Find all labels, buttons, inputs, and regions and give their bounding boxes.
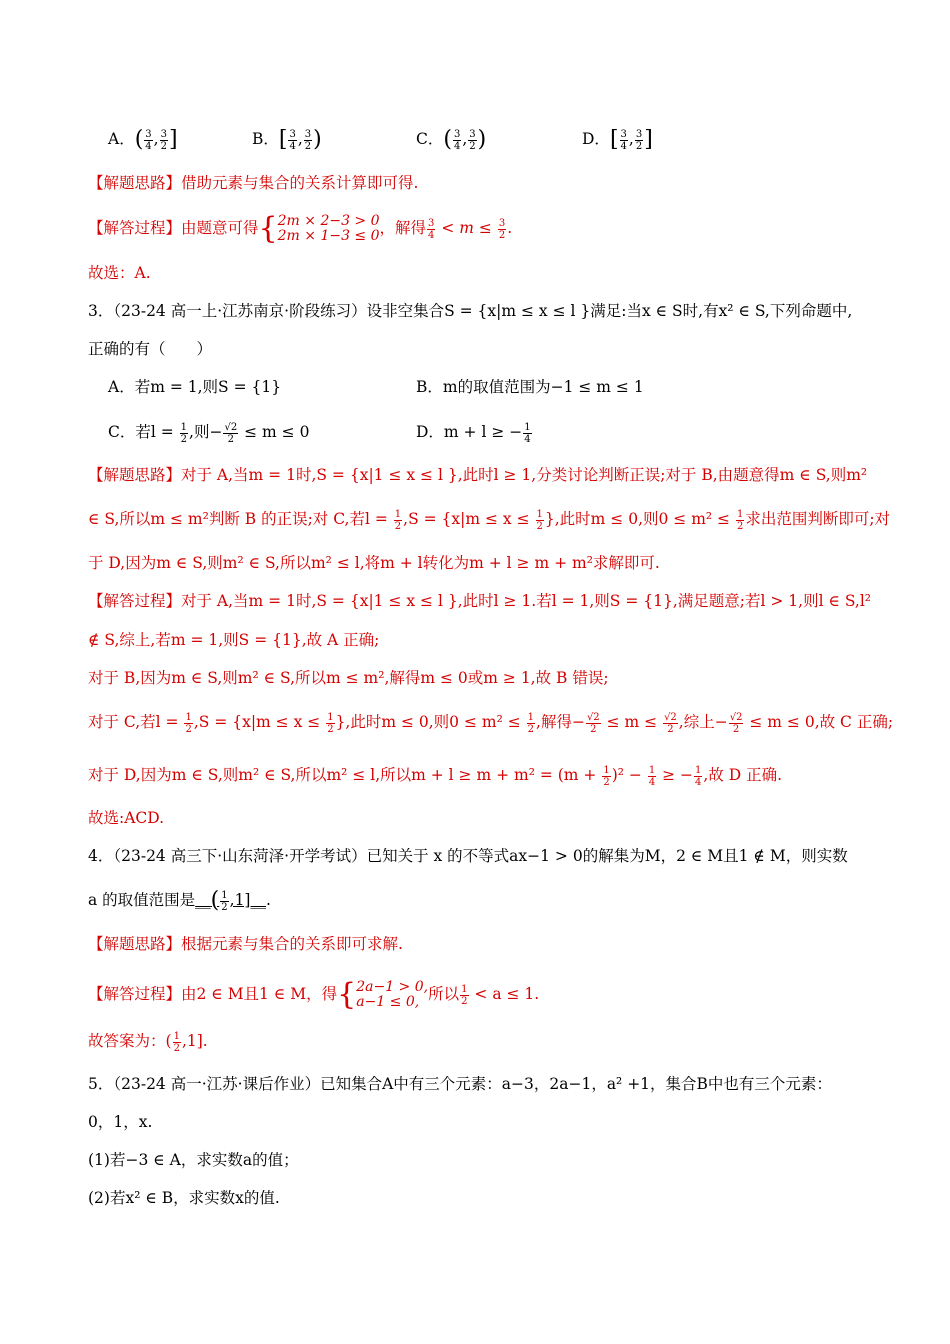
q3-process-line2: ∉ S,综上,若m = 1,则S = {1},故 A 正确; [88,631,380,649]
q3-idea-line3: 于 D,因为m ∈ S,则m² ∈ S,所以m² ≤ l,将m + l转化为m + l ≥ m + m²求解即可. [88,554,660,572]
q4-answer-blank: __( $\frac{1}{2}$ ,1]__ [195,888,266,913]
q2-answer: 故选：A. [88,264,151,282]
q3-option-b[interactable]: B．m的取值范围为−1 ≤ m ≤ 1 [416,378,644,396]
q3-process-line1: 【解答过程】对于 A,当m = 1时,S = {x|1 ≤ x ≤ l },此时l ≥ 1.若l = 1,则S = {1},满足题意;若l > 1,则l ∈ S,l² [88,592,872,610]
q3-idea-line1: 【解题思路】对于 A,当m = 1时,S = {x|1 ≤ x ≤ l },此时l ≥ 1,分类讨论判断正误;对于 B,由题意得m ∈ S,则m² [88,466,868,484]
q3-stem-line1: 3．（23-24 高一上·江苏南京·阶段练习）设非空集合S = {x|m ≤ x ≤ l }满足:当x ∈ S时,有x² ∈ S,下列命题中, [88,302,853,320]
q2-option-b[interactable]: B．[ $\frac{3}{4}$ , $\frac{3}{2}$ ) [252,127,322,152]
q3-process-line3: 对于 B,因为m ∈ S,则m² ∈ S,所以m ≤ m²,解得m ≤ 0或m ≥ 1,故 B 错误; [88,669,609,687]
q3-option-c[interactable]: C．若l = $\frac{1}{2}$ ,则− $\frac{√2}{2}$ ≤ m ≤ 0 [108,421,310,445]
q2-process: 【解答过程】由题意可得{ 2m × 2−3 > 0 2m × 1−3 ≤ 0 ，解得 $\frac{3}{4}$ < m ≤ $\frac{3}{2}$ . [88,211,513,246]
q3-option-d[interactable]: D．m + l ≥ − $\frac{1}{4}$ [416,421,531,445]
q3-answer: 故选:ACD. [88,809,165,827]
q4-stem-line1: 4．（23-24 高三下·山东菏泽·开学考试）已知关于 x 的不等式ax−1 > 0的解集为M，2 ∈ M且1 ∉ M，则实数 [88,847,848,865]
q2-idea: 【解题思路】借助元素与集合的关系计算即可得. [88,174,419,192]
q3-idea-line2: ∈ S,所以m ≤ m²判断 B 的正误;对 C,若l = $\frac{1}{2}$ ,S = {x|m ≤ x ≤ $\frac{1}{2}$ },此时m ≤ 0,则0 ≤ m² ≤ $\frac{1}{2}$ 求出范围判断即可;对 [88,508,891,532]
q2-option-c[interactable]: C．( $\frac{3}{4}$ , $\frac{3}{2}$ ) [416,127,487,152]
q3-option-a[interactable]: A．若m = 1,则S = {1} [108,378,282,396]
q4-process: 【解答过程】由2 ∈ M且1 ∈ M，得{ 2a−1 > 0, a−1 ≤ 0, 所以 $\frac{1}{2}$ < a ≤ 1. [88,977,540,1012]
q3-stem-line2: 正确的有（ ） [88,340,213,358]
q2-option-a[interactable]: A．( $\frac{3}{4}$ , $\frac{3}{2}$ ] [108,127,178,152]
q5-part2: (2)若x² ∈ B，求实数x的值. [88,1189,280,1207]
q4-idea: 【解题思路】根据元素与集合的关系即可求解. [88,935,403,953]
q5-stem-line2: 0，1，x. [88,1113,153,1131]
q5-stem-line1: 5．（23-24 高一·江苏·课后作业）已知集合A中有三个元素：a−3，2a−1，a² +1，集合B中也有三个元素： [88,1075,832,1093]
q4-stem-line2: a 的取值范围是__( $\frac{1}{2}$ ,1]__. [88,888,271,913]
q2-option-d[interactable]: D．[ $\frac{3}{4}$ , $\frac{3}{2}$ ] [582,127,653,152]
q3-process-line5: 对于 D,因为m ∈ S,则m² ∈ S,所以m² ≤ l,所以m + l ≥ m + m² = (m + $\frac{1}{2}$ )² − $\frac{1}{4}$ ≥ − $\frac{1}{4}$ ,故 D 正确. [88,764,783,788]
q4-answer: 故答案为：( $\frac{1}{2}$ ,1]. [88,1030,208,1054]
q3-process-line4: 对于 C,若l = $\frac{1}{2}$ ,S = {x|m ≤ x ≤ $\frac{1}{2}$ },此时m ≤ 0,则0 ≤ m² ≤ $\frac{1}{2}$ ,解得− $\frac{√2}{2}$ ≤ m ≤ $\frac{√2}{2}$ ,综上− $\frac{√2}{2}$ ≤ m ≤ 0,故 C 正确; [88,711,894,735]
q5-part1: (1)若−3 ∈ A，求实数a的值； [88,1151,299,1169]
